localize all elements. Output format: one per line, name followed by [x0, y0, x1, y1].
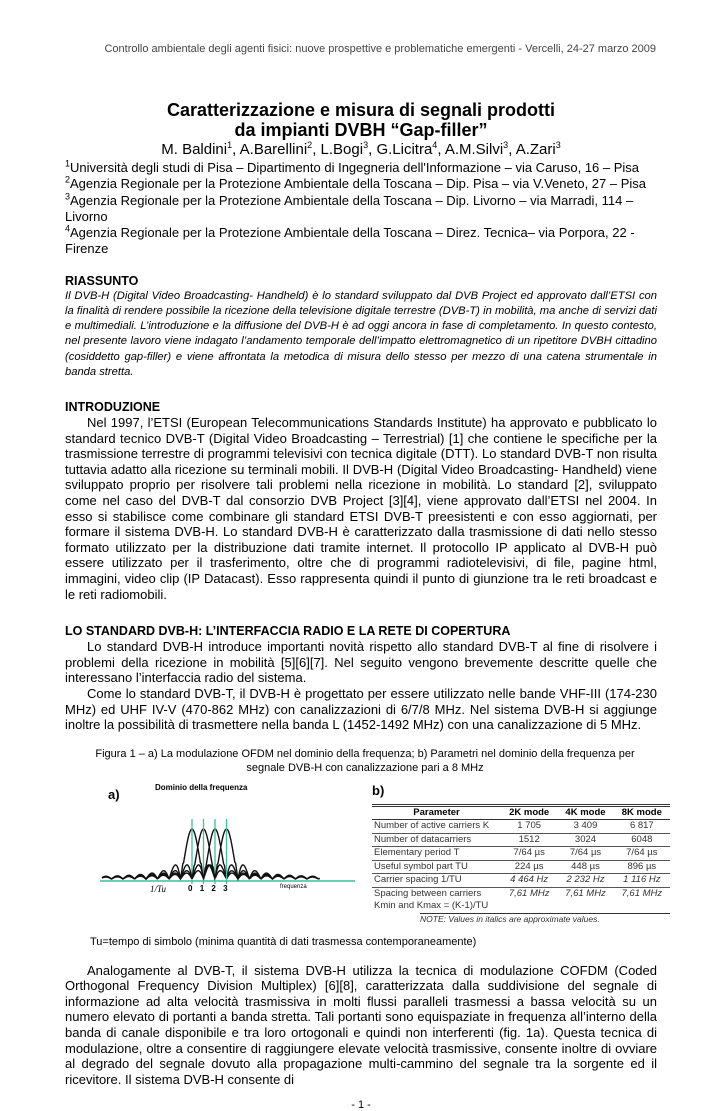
author [445, 141, 508, 158]
column-header: 4K mode [557, 805, 613, 820]
author [376, 141, 437, 158]
paragraph: Come lo standard DVB-T, il DVB-H è progettato per essere utilizzato nelle bande VHF-III (174-230 MHz) ed UHF IV-V (470-862 MHz) con canalizzazioni di 6/7/8 MHz. Nel sistema DVB-H si aggiunge inoltre la possibilità di trasmettere nella banda L (1452-1492 MHz) con una canalizzazione di 5 MHz. [65, 685, 657, 733]
author-name: A.Zari [515, 141, 556, 158]
section-heading: LO STANDARD DVB-H: L’INTERFACCIA RADIO E LA RETE DI COPERTURA [65, 624, 511, 639]
table-note: NOTE: Values in italics are approximate values. [420, 913, 670, 925]
intro-heading: INTRODUZIONE [65, 400, 161, 414]
paragraph: Nel 1997, l’ETSI (European Telecommunications Standards Institute) ha approvato e pubblicato lo standard tecnico DVB-T (Digital Video Broadcasting – Terrestrial) [1] che contiene le specifiche per la trasmissione terrestre di programmi televisivi con tecnica digitale (DTT). Lo standard DVB-T non risulta tuttavia adatto alla ricezione su terminali mobili. Il DVB-H (Digital Video Broadcasting- Handheld) viene sviluppato proprio per risolvere tali problemi nella ricezione in mobilità. Lo standard [2], sviluppato come nel caso del DVB-T dal consorzio DVB Project [3][4], viene approvato dall’ETSI nel 2004. In esso si stabilisce come combinare gli standard ETSI DVB-T preesistenti e con esso aggiornati, per formare il sistema DVB-H. Lo standard DVB-H è caratterizzato dalla trasmissione di dati nello stesso formato utilizzato per la distribuzione dati tramite internet. Il protocollo IP applicato al DVB-H può essere utilizzato per il trasferimento, oltre che di programmi radiotelevisivi, di file, pagine html, immagini, video clip (IP Datacast). Esso rappresenta quindi il punto di giunzione tra le reti broadcast e le reti radiomobili. [65, 415, 657, 602]
ofdm-plot [100, 783, 360, 898]
affiliation [65, 176, 657, 192]
figure-1 [65, 782, 663, 925]
table-cell: 1 705 [501, 820, 557, 834]
author-name: A.Barellini [239, 141, 308, 158]
table-cell: 7,61 MHz [621, 887, 663, 899]
affiliation [65, 160, 657, 176]
abstract [65, 274, 657, 380]
author [240, 141, 313, 158]
table-cell: 7/64 µs [557, 847, 613, 861]
table-cell: 7/64 µs [501, 847, 557, 861]
frequency-axis-label: frequenza [280, 883, 307, 890]
table-cell: Number of datacarriers [372, 833, 501, 847]
tick-label: 2 [211, 883, 216, 893]
table-row [372, 887, 670, 913]
tu-definition: Tu=tempo di simbolo (minima quantità di dati trasmessa contemporaneamente) [90, 935, 477, 948]
column-header: Parameter [372, 805, 501, 820]
table-cell: 4 464 Hz [501, 874, 557, 888]
author-affiliation-index: 3 [503, 140, 509, 150]
author [516, 141, 561, 158]
table-cell: Number of active carriers K [372, 820, 501, 834]
author-name: G.Licitra [376, 141, 433, 158]
text-column [65, 100, 663, 1111]
abstract-text: Il DVB-H (Digital Video Broadcasting- Handheld) è lo standard sviluppato dal DVB Project ed approvato dall’ETSI con la finalità di rendere possibile la ricezione della televisione digitale terrestre (DVB-T) in mobilità, ma anche di servizi dati e multimediali. L’introduzione e la diffusione del DVB-H è ad oggi ancora in fase di completamento. In questo contesto, nel presente lavoro viene indagato l’andamento temporale dell’impatto elettromagnetico di un ripetitore DVBH cittadino (cosiddetto gap-filler) e viene affrontata la metodica di misura dello stesso per mezzo di una catena strumentale in banda stretta. [65, 289, 657, 378]
author-affiliation-index: 3 [363, 140, 369, 150]
paragraph: Lo standard DVB-H introduce importanti novità rispetto allo standard DVB-T al fine di risolvere i problemi della ricezione in mobilità [5][6][7]. Nel seguito vengono brevemente descritte quelle che interessano l’interfaccia radio del sistema. [65, 639, 657, 686]
table-cell: 6 817 [614, 820, 670, 834]
table-cell: 2 232 Hz [557, 874, 613, 888]
page-number: - 1 - [351, 1099, 371, 1111]
affiliation [65, 193, 657, 226]
table-cell: 224 µs [501, 860, 557, 874]
figure-parameter-table [372, 783, 672, 925]
table-row [372, 833, 670, 847]
author-affiliation-index: 4 [432, 140, 438, 150]
table-cell: Elementary period T [372, 847, 501, 861]
figure-a-title: Dominio della frequenza [155, 782, 248, 792]
figure-a-label: a) [108, 786, 120, 802]
standard-section [65, 624, 657, 733]
author [161, 141, 232, 158]
affiliation-text: Agenzia Regionale per la Protezione Ambientale della Toscana – Direz. Tecnica– via Porpora, 22 - Firenze [65, 225, 635, 257]
author-name: L.Bogi [320, 141, 364, 158]
affiliation [65, 225, 657, 258]
affiliation-index: 4 [65, 223, 71, 234]
tick-labels [188, 884, 228, 894]
affiliation-index: 2 [65, 174, 71, 185]
column-header: 8K mode [614, 805, 670, 820]
affiliations [65, 160, 657, 258]
author [321, 141, 369, 158]
table-cell: 7/64 µs [614, 847, 670, 861]
affiliation-index: 1 [65, 158, 71, 169]
table-row [372, 860, 670, 874]
table-cell: 7,61 MHz [508, 887, 550, 899]
tick-label: 0 [188, 883, 193, 893]
author-affiliation-index: 3 [555, 140, 561, 150]
introduction-section [65, 400, 657, 602]
table-cell: 7,61 MHz [565, 887, 606, 899]
author-name: M. Baldini [161, 141, 228, 158]
table-cell: 3024 [557, 833, 613, 847]
title-line: Caratterizzazione e misura di segnali prodotti [166, 100, 556, 120]
affiliation-index: 3 [65, 191, 71, 202]
figure-b-label: b) [372, 782, 385, 798]
table-cell: 1 116 Hz [614, 874, 670, 888]
dvbh-parameter-table [372, 804, 670, 913]
tick-label: 3 [223, 883, 228, 893]
tick-label: 1 [199, 883, 205, 893]
figure-caption: Figura 1 – a) La modulazione OFDM nel dominio della frequenza; b) Parametri nel dominio della frequenza per segnale DVB-H con canalizzazione pari a 8 MHz [95, 747, 635, 774]
table-cell: 896 µs [614, 860, 670, 874]
table-cell: Useful symbol part TU [372, 860, 501, 874]
table-cell: 6048 [614, 833, 670, 847]
table-cell: Spacing between carriers Kmin and Kmax = (K-1)/TU [374, 887, 489, 912]
affiliation-text: Agenzia Regionale per la Protezione Ambientale della Toscana – Dip. Livorno – via Marradi, 114 –Livorno [65, 192, 634, 224]
tu-axis-label: 1/Tu [150, 883, 167, 894]
column-header: 2K mode [501, 805, 557, 820]
author-affiliation-index: 2 [307, 140, 313, 150]
author-list: M. Baldini$^1$, A.Barellini$^2$, L.Bogi$^3$, G.Licitra$^4$, A.M.Silvi$^3$, A.Zari$^3$ [161, 140, 561, 158]
running-header: Controllo ambientale degli agenti fisici: nuove prospettive e problematiche emergenti - Vercelli, 24-27 marzo 2009 [104, 43, 656, 55]
table-cell: Carrier spacing 1/TU [372, 874, 501, 888]
paper-title [65, 100, 657, 140]
table-cell: 1512 [501, 833, 557, 847]
abstract-heading: RIASSUNTO [65, 273, 139, 288]
title-line: da impianti DVBH “Gap-filler” [234, 120, 488, 140]
author-affiliation-index: 1 [227, 140, 233, 150]
table-cell: 3 409 [557, 820, 613, 834]
affiliation-text: Agenzia Regionale per la Protezione Ambientale della Toscana – Dip. Pisa – via V.Veneto, 27 – Pisa [70, 176, 647, 192]
paragraph: Analogamente al DVB-T, il sistema DVB-H utilizza la tecnica di modulazione COFDM (Coded Orthogonal Frequency Division Multiplex) [6][8], caratterizzata dalla suddivisione del segnale di informazione ad alta velocità trasmissiva in molti flussi paralleli trasmessi a bassa velocità su un numero elevato di portanti a banda stretta. Tali portanti sono equispaziate in frequenza all’interno della banda di canale disponibile e tra loro ortogonali e quindi non interferenti (fig. 1a). Questa tecnica di modulazione, oltre a consentire di raggiungere elevate velocità trasmissive, consente inoltre di ovviare al degrado del segnale dovuto alla propagazione multi-cammino del segnale tra la sorgente ed il ricevitore. Il sistema DVB-H consente di [65, 962, 657, 1087]
cofdm-paragraph-block [65, 963, 657, 1088]
author-name: A.M.Silvi [444, 141, 504, 158]
table-row [372, 820, 670, 834]
table-row [372, 847, 670, 861]
affiliation-text: Università degli studi di Pisa – Dipartimento di Ingegneria dell'Informazione – via Caruso, 16 – Pisa [70, 160, 640, 175]
table-row [372, 874, 670, 888]
table-cell: 448 µs [557, 860, 613, 874]
figure-ofdm-spectrum [100, 783, 360, 898]
